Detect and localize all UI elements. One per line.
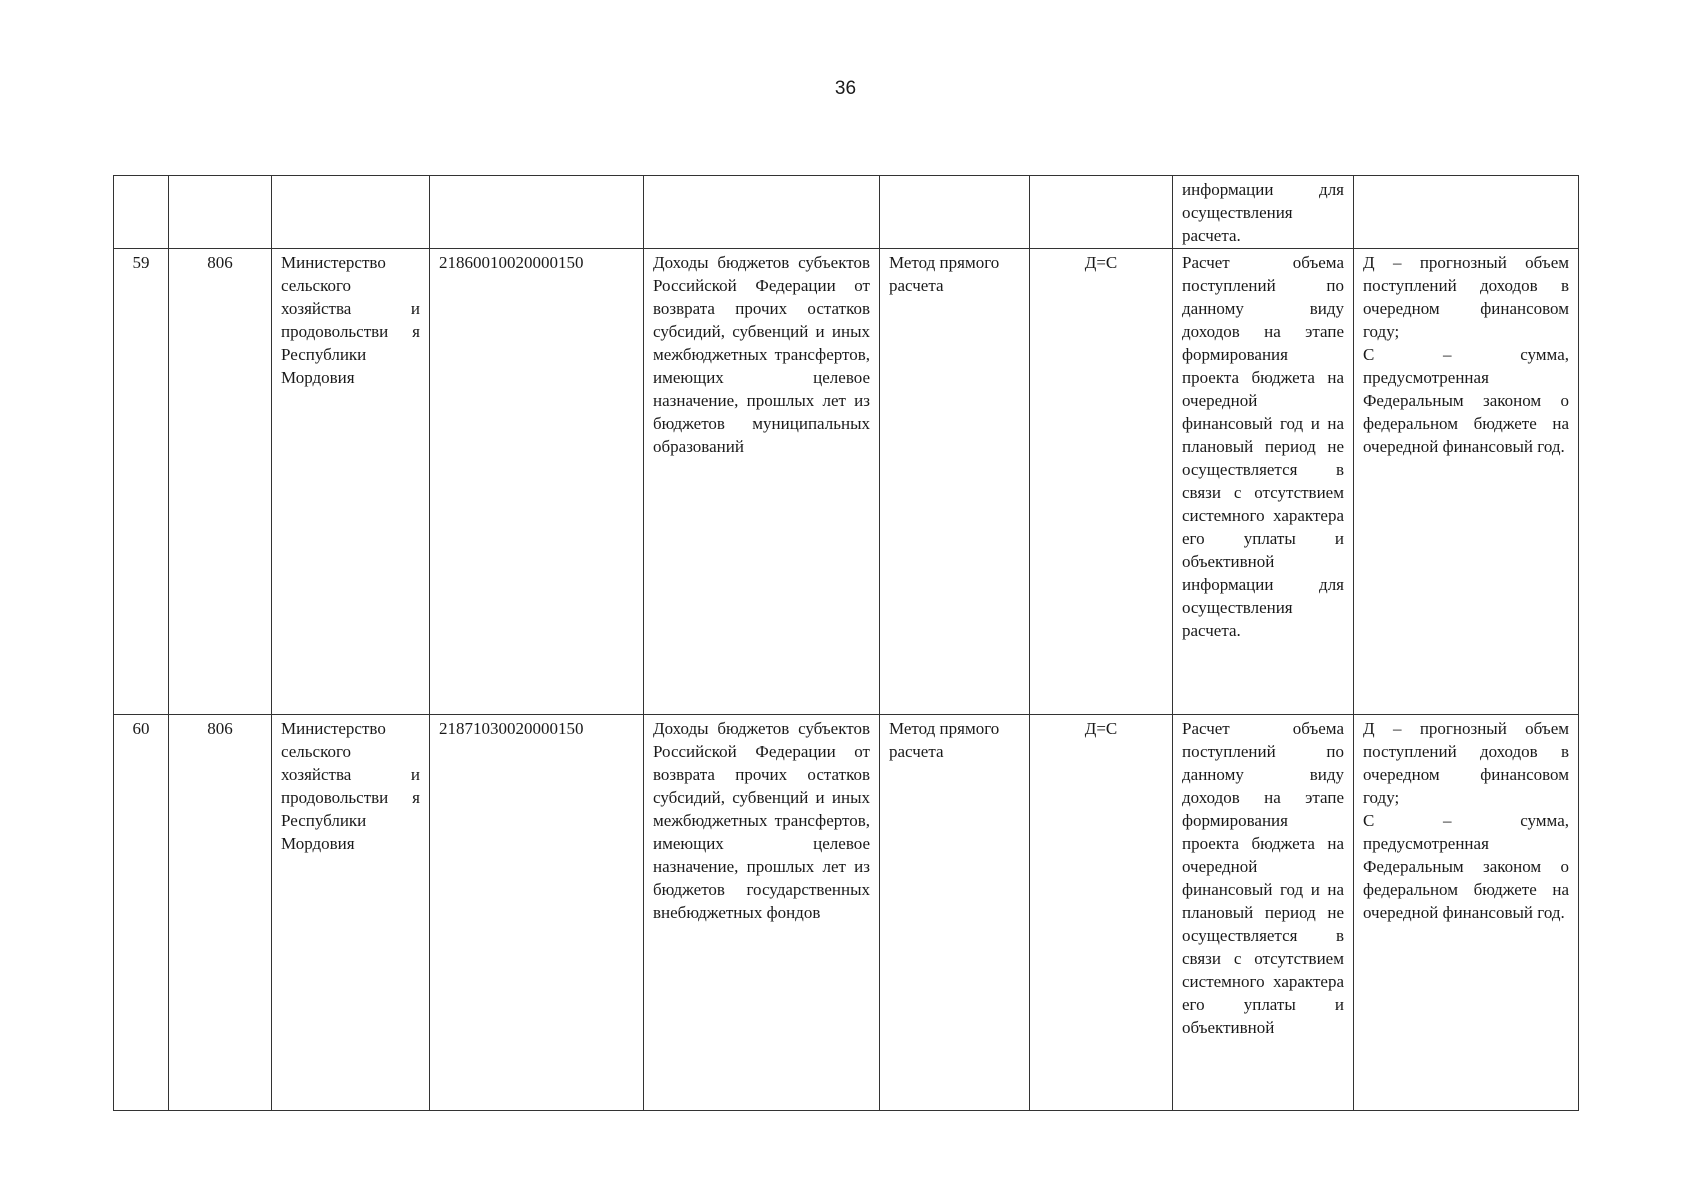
income-forecast-table bbox=[113, 175, 1579, 1111]
cell-formula bbox=[1030, 176, 1173, 249]
table-row bbox=[114, 249, 1579, 715]
cell-algorithm: Расчет объема поступлений по данному виду доходов на этапе формирования проекта бюджета на очередной финансовый год и на плановый период не осуществляется в связи с отсутствием системного характера его уплаты и объективной bbox=[1173, 715, 1354, 1111]
cell-num: 60 bbox=[114, 715, 169, 1111]
cell-admin-code: 806 bbox=[169, 715, 272, 1111]
table-row bbox=[114, 715, 1579, 1111]
cell-administrator bbox=[272, 176, 430, 249]
cell-income-name bbox=[644, 176, 880, 249]
cell-kbk: 21871030020000150 bbox=[430, 715, 644, 1111]
cell-indicators: Д – прогнозный объем поступлений доходов в очередном финансовом году; С – сумма, предусмотренная Федеральным законом о федеральном бюджете на очередной финансовый год. bbox=[1354, 249, 1579, 715]
page-number: 36 bbox=[834, 78, 857, 99]
cell-admin-code: 806 bbox=[169, 249, 272, 715]
cell-num: 59 bbox=[114, 249, 169, 715]
cell-administrator: Министерство сельского хозяйства и продовольстви я Республики Мордовия bbox=[272, 249, 430, 715]
cell-formula: Д=С bbox=[1030, 249, 1173, 715]
continuation-row bbox=[114, 176, 1579, 249]
cell-indicators: Д – прогнозный объем поступлений доходов в очередном финансовом году; С – сумма, предусмотренная Федеральным законом о федеральном бюджете на очередной финансовый год. bbox=[1354, 715, 1579, 1111]
cell-administrator: Министерство сельского хозяйства и продовольстви я Республики Мордовия bbox=[272, 715, 430, 1111]
cell-method bbox=[880, 176, 1030, 249]
cell-kbk: 21860010020000150 bbox=[430, 249, 644, 715]
cell-method: Метод прямого расчета bbox=[880, 249, 1030, 715]
cell-income-name: Доходы бюджетов субъектов Российской Федерации от возврата прочих остатков субсидий, субвенций и иных межбюджетных трансфертов, имеющих целевое назначение, прошлых лет из бюджетов муниципальных образований bbox=[644, 249, 880, 715]
cell-indicators bbox=[1354, 176, 1579, 249]
cell-num bbox=[114, 176, 169, 249]
cell-method: Метод прямого расчета bbox=[880, 715, 1030, 1111]
cell-algorithm: Расчет объема поступлений по данному виду доходов на этапе формирования проекта бюджета на очередной финансовый год и на плановый период не осуществляется в связи с отсутствием системного характера его уплаты и объективной информации для осуществления расчета. bbox=[1173, 249, 1354, 715]
cell-admin-code bbox=[169, 176, 272, 249]
cell-algorithm: информации для осуществления расчета. bbox=[1173, 176, 1354, 249]
cell-kbk bbox=[430, 176, 644, 249]
cell-formula: Д=С bbox=[1030, 715, 1173, 1111]
cell-income-name: Доходы бюджетов субъектов Российской Федерации от возврата прочих остатков субсидий, субвенций и иных межбюджетных трансфертов, имеющих целевое назначение, прошлых лет из бюджетов государственных внебюджетных фондов bbox=[644, 715, 880, 1111]
